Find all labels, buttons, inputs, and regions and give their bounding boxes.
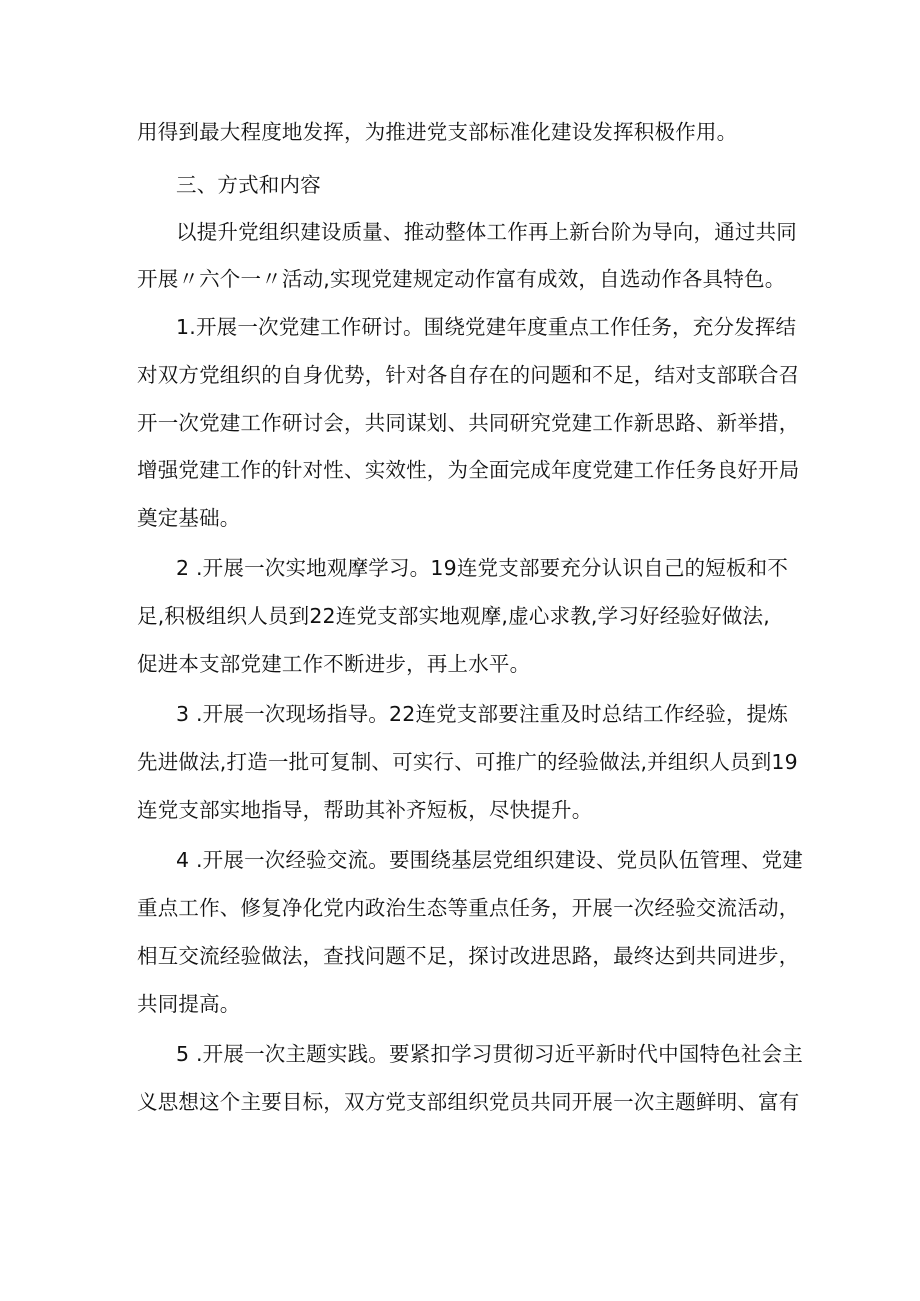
text-line: 奠定基础。: [137, 506, 241, 530]
text-line: 开展〃六个一〃活动,实现党建规定动作富有成效，自选动作各具特色。: [137, 267, 786, 291]
text-line: 2 .开展一次实地观摩学习。19连党支部要充分认识自己的短板和不: [176, 556, 789, 580]
text-line: 开一次党建工作研讨会，共同谋划、共同研究党建工作新思路、新举措，: [137, 411, 800, 435]
text-line: 对双方党组织的自身优势，针对各自存在的问题和不足，结对支部联合召: [137, 363, 800, 387]
text-line: 足,积极组织人员到22连党支部实地观摩,虚心求教,学习好经验好做法,: [137, 604, 770, 628]
text-line: 用得到最大程度地发挥，为推进党支部标准化建设发挥积极作用。: [137, 120, 738, 144]
text-line: 重点工作、修复净化党内政治生态等重点任务，开展一次经验交流活动，: [137, 896, 800, 920]
text-line: 4 .开展一次经验交流。要围绕基层党组织建设、党员队伍管理、党建: [176, 848, 803, 872]
text-line: 连党支部实地指导，帮助其补齐短板，尽快提升。: [137, 798, 593, 822]
section-heading: 三、方式和内容: [176, 173, 321, 197]
text-line: 义思想这个主要目标，双方党支部组织党员共同开展一次主题鲜明、富有: [137, 1090, 800, 1114]
text-line: 促进本支部党建工作不断进步，再上水平。: [137, 652, 531, 676]
text-line: 以提升党组织建设质量、推动整体工作再上新台阶为导向，通过共同: [176, 220, 797, 244]
text-line: 1.开展一次党建工作研讨。围绕党建年度重点工作任务，充分发挥结: [176, 315, 797, 339]
text-line: 先进做法,打造一批可复制、可实行、可推广的经验做法,并组织人员到19: [137, 750, 798, 774]
text-line: 3 .开展一次现场指导。22连党支部要注重及时总结工作经验，提炼: [176, 702, 789, 726]
text-line: 共同提高。: [137, 992, 241, 1016]
text-line: 5 .开展一次主题实践。要紧扣学习贯彻习近平新时代中国特色社会主: [176, 1042, 803, 1066]
text-line: 增强党建工作的针对性、实效性，为全面完成年度党建工作任务良好开局: [137, 458, 800, 482]
text-line: 相互交流经验做法，查找问题不足，探讨改进思路，最终达到共同进步，: [137, 944, 800, 968]
